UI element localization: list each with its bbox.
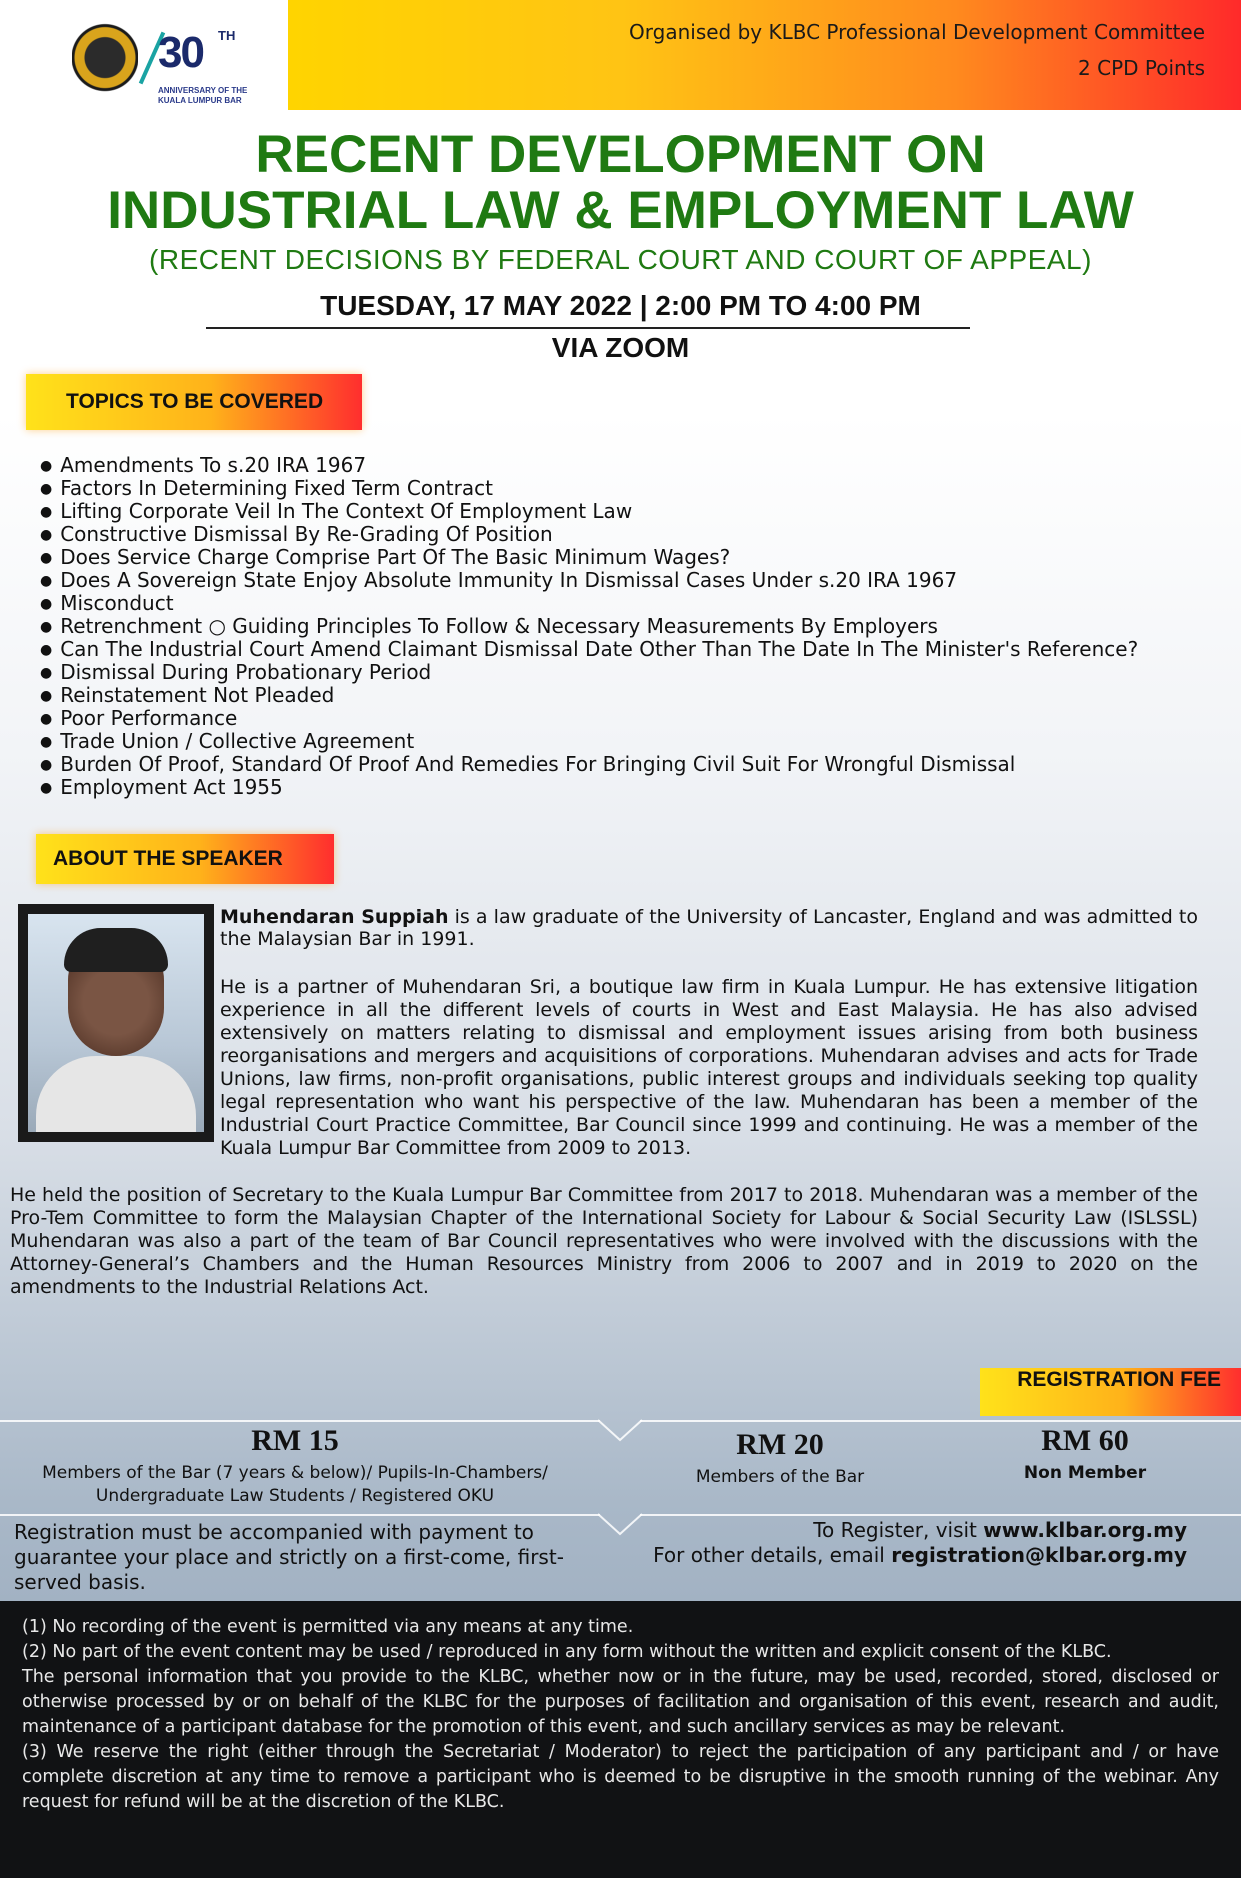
topic-item: ● Amendments To s.20 IRA 1967 (40, 454, 1220, 477)
anniversary-number: 30 (158, 28, 203, 77)
speaker-bio-intro-text: is a law graduate of the University of Lancaster, England and was admitted to the Malaysian Bar in 1991. (220, 906, 1198, 950)
topic-item: ● Factors In Determining Fixed Term Contract (40, 477, 1220, 500)
registration-contact (653, 1518, 1187, 1568)
footer-note: (3) We reserve the right (either through the Secretariat / Moderator) to reject the participation of any participant and / or have complete discretion at any time to remove a participant who is deemed to be disruptive in the smooth running of the webinar. Any request for refund will be at the discretion of the KLBC. (22, 1742, 1219, 1812)
email-prefix: For other details, email (653, 1543, 892, 1567)
topic-item: ● Trade Union / Collective Agreement (40, 730, 1220, 753)
event-datetime: TUESDAY, 17 MAY 2022 | 2:00 PM TO 4:00 PM (320, 290, 921, 321)
portrait-shirt (36, 1056, 196, 1132)
topic-item: ● Burden Of Proof, Standard Of Proof And Remedies For Bringing Civil Suit For Wrongful Dismissal (40, 753, 1220, 776)
topic-item: ● Does Service Charge Comprise Part Of The Basic Minimum Wages? (40, 546, 1220, 569)
topic-item: ● Employment Act 1955 (40, 776, 1220, 799)
footer-note: (1) No recording of the event is permitted via any means at any time. (22, 1617, 634, 1637)
fee-amount: RM 60 (1041, 1424, 1129, 1457)
portrait-hair (64, 928, 168, 972)
organiser-text: Organised by KLBC Professional Development Committee (629, 20, 1205, 44)
registration-note: Registration must be accompanied with payment to guarantee your place and strictly on a first-come, first-served basis. (14, 1520, 564, 1594)
topic-item: ● Does A Sovereign State Enjoy Absolute Immunity In Dismissal Cases Under s.20 IRA 1967 (40, 569, 1220, 592)
speaker-photo (18, 904, 214, 1142)
topic-item: ● Lifting Corporate Veil In The Context Of Employment Law (40, 500, 1220, 523)
event-venue: VIA ZOOM (551, 332, 690, 363)
fee-description: Members of the Bar (695, 1467, 865, 1487)
topics-list (40, 454, 1220, 799)
footer-note: The personal information that you provide to the KLBC, whether now or in the future, may be used, recorded, stored, disclosed or otherwise processed by or on behalf of the KLBC for the purposes of facilitation and organisation of this event, research and audit, maintenance of a participant database for the promotion of this event, and such ancillary services as may be relevant. (22, 1667, 1219, 1737)
fee-divider (0, 1514, 600, 1516)
registration-heading: REGISTRATION FEE (980, 1368, 1241, 1416)
fee-divider-notch (598, 1418, 644, 1444)
fee-description: Members of the Bar (7 years & below)/ Pupils-In-Chambers/ Undergraduate Law Students / Registered OKU (42, 1463, 548, 1506)
anniversary-suffix: TH (218, 28, 236, 43)
fee-divider (0, 1420, 600, 1422)
topic-item: ● Constructive Dismissal By Re-Grading Of Position (40, 523, 1220, 546)
datetime-divider (206, 327, 970, 329)
website-link[interactable]: www.klbar.org.my (983, 1518, 1187, 1542)
speaker-bio-intro (220, 906, 1198, 950)
topic-item: ● Dismissal During Probationary Period (40, 661, 1220, 684)
topic-item: ● Retrenchment ○ Guiding Principles To Follow & Necessary Measurements By Employers (40, 615, 1220, 638)
event-title-line1: RECENT DEVELOPMENT ON (255, 125, 986, 184)
event-title-line2: INDUSTRIAL LAW & EMPLOYMENT LAW (107, 181, 1134, 240)
fee-amount: RM 15 (251, 1424, 339, 1457)
fee-description: Non Member (1023, 1463, 1147, 1483)
speaker-name: Muhendaran Suppiah (220, 906, 449, 928)
fee-amount: RM 20 (736, 1428, 824, 1461)
speaker-heading: ABOUT THE SPEAKER (36, 834, 334, 884)
fee-divider-notch (598, 1512, 644, 1538)
topic-item: ● Poor Performance (40, 707, 1220, 730)
fee-divider (640, 1420, 1241, 1422)
topic-item: ● Misconduct (40, 592, 1220, 615)
topic-item: ● Reinstatement Not Pleaded (40, 684, 1220, 707)
fee-divider (640, 1514, 1241, 1516)
footer-terms (0, 1601, 1241, 1878)
visit-prefix: To Register, visit (813, 1518, 984, 1542)
speaker-portrait (28, 914, 204, 1132)
top-banner (288, 0, 1241, 110)
kl-bar-seal-logo (72, 18, 138, 106)
topic-item: ● Can The Industrial Court Amend Claimant Dismissal Date Other Than The Date In The Minister's Reference? (40, 638, 1220, 661)
footer-note: (2) No part of the event content may be used / reproduced in any form without the written and explicit consent of the KLBC. (22, 1642, 1112, 1662)
email-link[interactable]: registration@klbar.org.my (891, 1543, 1187, 1567)
anniversary-caption: ANNIVERSARY OF THE KUALA LUMPUR BAR (158, 86, 248, 105)
cpd-points: 2 CPD Points (1078, 56, 1205, 80)
speaker-bio-paragraph: He held the position of Secretary to the Kuala Lumpur Bar Committee from 2017 to 2018. Muhendaran was a member of the Pro-Tem Committee to form the Malaysian Chapter of the International Society for Labour & Social Security Law (ISLSSL) Muhendaran was also a part of the team of Bar Council representatives who were involved with the discussions with the Attorney-General’s Chambers and the Human Resources Ministry from 2006 to 2007 and in 2019 to 2020 on the amendments to the Industrial Relations Act. (10, 1184, 1198, 1298)
event-subtitle: (RECENT DECISIONS BY FEDERAL COURT AND COURT OF APPEAL) (149, 244, 1092, 275)
speaker-bio-paragraph: He is a partner of Muhendaran Sri, a boutique law firm in Kuala Lumpur. He has extensive litigation experience in all the different levels of courts in West and East Malaysia. He has also advised extensively on matters relating to dismissal and employment issues arising from both business reorganisations and mergers and acquisitions of corporations. Muhendaran advises and acts for Trade Unions, law firms, non-profit organisations, public interest groups and individuals seeking top quality legal representation who want his perspective of the law. Muhendaran has been a member of the Industrial Court Practice Committee, Bar Council since 1999 and continuing. He was a member of the Kuala Lumpur Bar Committee from 2009 to 2013. (220, 976, 1198, 1159)
topics-heading: TOPICS TO BE COVERED (26, 374, 362, 430)
